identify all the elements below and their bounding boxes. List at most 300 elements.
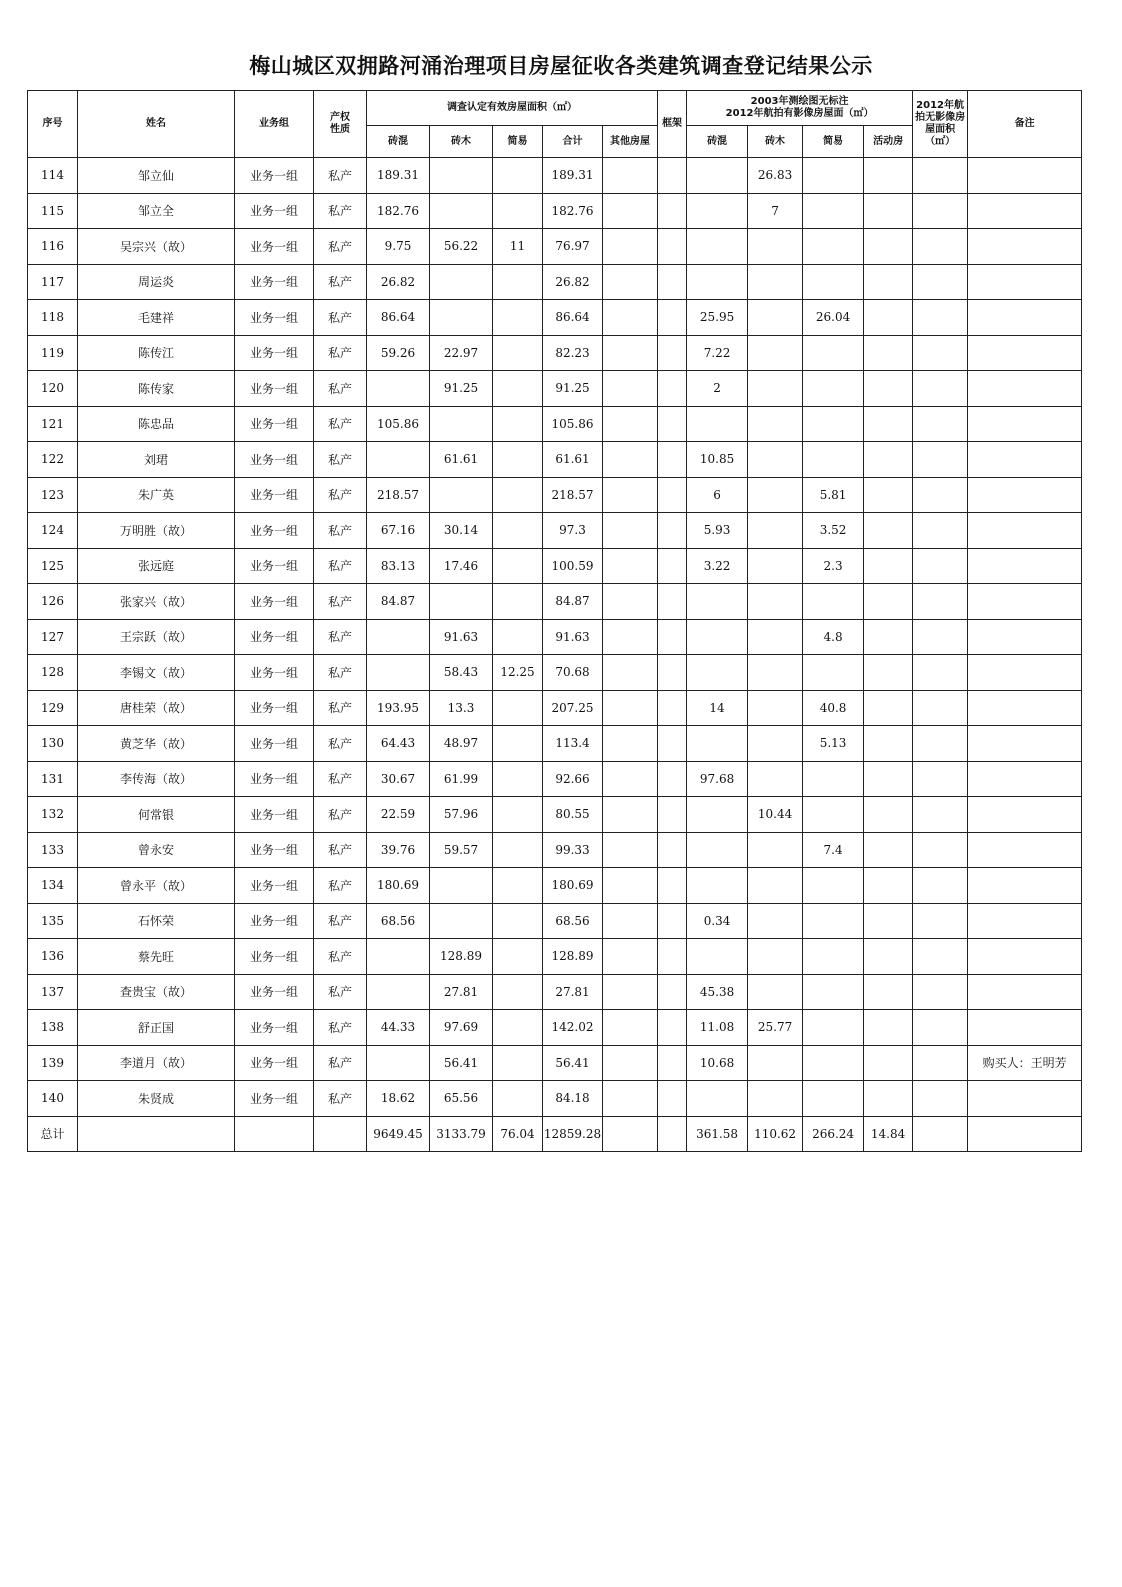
cell-brick-concrete [367,655,430,691]
cell-frame [658,193,687,229]
cell-map-simple: 5.13 [803,726,864,762]
header-map-brick-concrete: 砖混 [687,126,748,158]
cell-simple [493,442,543,478]
cell-property: 私产 [314,726,367,762]
cell-map-simple [803,371,864,407]
cell-frame [658,300,687,336]
cell-map-mobile [864,513,913,549]
cell-note [968,974,1082,1010]
cell-note [968,442,1082,478]
cell-aerial2012 [913,974,968,1010]
cell-map-brick-concrete: 10.85 [687,442,748,478]
cell-other [603,335,658,371]
cell-seq: 140 [28,1081,78,1117]
cell-simple [493,513,543,549]
cell-group: 业务一组 [235,371,314,407]
cell-brick-wood: 27.81 [430,974,493,1010]
cell-seq: 132 [28,797,78,833]
cell-frame [658,229,687,265]
cell-simple [493,371,543,407]
cell-property: 私产 [314,158,367,194]
cell-total: 99.33 [543,832,603,868]
cell-map-mobile [864,868,913,904]
cell-brick-concrete [367,619,430,655]
cell-seq: 129 [28,690,78,726]
cell-name: 毛建祥 [78,300,235,336]
cell-brick-concrete: 9.75 [367,229,430,265]
cell-total: 76.97 [543,229,603,265]
cell-note [968,406,1082,442]
cell-total: 86.64 [543,300,603,336]
cell-map-mobile [864,690,913,726]
cell-property: 私产 [314,690,367,726]
cell-property: 私产 [314,868,367,904]
cell-property: 私产 [314,1010,367,1046]
cell-map-simple [803,1081,864,1117]
cell-frame [658,832,687,868]
cell-map-brick-concrete [687,939,748,975]
cell-aerial2012 [913,797,968,833]
cell-map-brick-wood [748,264,803,300]
cell-map-simple [803,442,864,478]
table-row [28,868,1082,904]
cell-name: 陈传家 [78,371,235,407]
cell-frame [658,264,687,300]
header-map-simple: 简易 [803,126,864,158]
cell-map-simple [803,584,864,620]
cell-aerial2012 [913,690,968,726]
cell-map-brick-wood: 10.44 [748,797,803,833]
cell-brick-wood: 57.96 [430,797,493,833]
cell-property: 私产 [314,1045,367,1081]
cell-seq: 118 [28,300,78,336]
cell-brick-wood: 58.43 [430,655,493,691]
cell-brick-wood [430,477,493,513]
cell-other [603,974,658,1010]
cell-seq: 130 [28,726,78,762]
table-row [28,797,1082,833]
cell-map-brick-concrete: 25.95 [687,300,748,336]
cell-aerial2012 [913,868,968,904]
cell-total: 218.57 [543,477,603,513]
cell-map-brick-wood [748,584,803,620]
cell-map-brick-wood [748,1081,803,1117]
cell-simple [493,1010,543,1046]
cell-map-brick-concrete [687,619,748,655]
cell-map-brick-concrete [687,584,748,620]
cell-map-brick-wood [748,442,803,478]
cell-simple [493,939,543,975]
cell-brick-wood: 48.97 [430,726,493,762]
cell-name: 曾永安 [78,832,235,868]
table-row [28,371,1082,407]
cell-other [603,584,658,620]
cell-brick-wood: 30.14 [430,513,493,549]
cell-map-brick-wood [748,974,803,1010]
total-brick-concrete: 9649.45 [367,1116,430,1152]
cell-note [968,158,1082,194]
cell-other [603,797,658,833]
cell-total: 113.4 [543,726,603,762]
cell-brick-concrete: 182.76 [367,193,430,229]
cell-aerial2012 [913,1045,968,1081]
cell-map-brick-wood [748,903,803,939]
cell-aerial2012 [913,548,968,584]
cell-total: 91.63 [543,619,603,655]
cell-map-simple: 5.81 [803,477,864,513]
total-brick-wood: 3133.79 [430,1116,493,1152]
cell-frame [658,584,687,620]
cell-map-brick-wood [748,868,803,904]
cell-brick-wood [430,193,493,229]
header-group: 业务组 [235,91,314,158]
cell-simple: 11 [493,229,543,265]
cell-map-brick-wood [748,939,803,975]
cell-seq: 131 [28,761,78,797]
cell-map-brick-wood [748,726,803,762]
cell-property: 私产 [314,442,367,478]
cell-name: 吴宗兴（故） [78,229,235,265]
cell-seq: 138 [28,1010,78,1046]
cell-group: 业务一组 [235,903,314,939]
cell-frame [658,655,687,691]
cell-aerial2012 [913,939,968,975]
cell-map-brick-wood: 26.83 [748,158,803,194]
cell-simple [493,619,543,655]
header-map-mobile: 活动房 [864,126,913,158]
cell-brick-concrete: 84.87 [367,584,430,620]
cell-seq: 124 [28,513,78,549]
cell-name: 李道月（故） [78,1045,235,1081]
cell-note [968,264,1082,300]
cell-simple [493,193,543,229]
cell-note [968,1010,1082,1046]
cell-name: 张家兴（故） [78,584,235,620]
cell-brick-concrete: 39.76 [367,832,430,868]
cell-group: 业务一组 [235,193,314,229]
cell-map-mobile [864,584,913,620]
cell-other [603,406,658,442]
cell-seq: 119 [28,335,78,371]
cell-map-brick-wood [748,371,803,407]
cell-map-simple [803,264,864,300]
cell-map-simple: 40.8 [803,690,864,726]
cell-map-brick-concrete [687,193,748,229]
cell-map-mobile [864,193,913,229]
cell-brick-wood: 97.69 [430,1010,493,1046]
cell-brick-concrete: 67.16 [367,513,430,549]
cell-aerial2012 [913,584,968,620]
cell-frame [658,1045,687,1081]
cell-brick-wood: 65.56 [430,1081,493,1117]
cell-frame [658,371,687,407]
table-row [28,655,1082,691]
cell-map-mobile [864,939,913,975]
cell-brick-concrete [367,371,430,407]
cell-brick-concrete: 86.64 [367,300,430,336]
cell-group: 业务一组 [235,1081,314,1117]
cell-group: 业务一组 [235,726,314,762]
cell-map-brick-wood [748,761,803,797]
cell-brick-concrete: 64.43 [367,726,430,762]
cell-map-brick-wood [748,619,803,655]
cell-simple [493,584,543,620]
cell-property: 私产 [314,264,367,300]
cell-aerial2012 [913,761,968,797]
cell-brick-wood: 61.99 [430,761,493,797]
cell-other [603,1045,658,1081]
cell-map-mobile [864,442,913,478]
cell-seq: 126 [28,584,78,620]
cell-map-simple [803,655,864,691]
cell-map-brick-wood [748,300,803,336]
total-map-brick-concrete: 361.58 [687,1116,748,1152]
cell-total: 61.61 [543,442,603,478]
cell-name: 石怀荣 [78,903,235,939]
table-row [28,903,1082,939]
cell-brick-wood: 91.25 [430,371,493,407]
cell-brick-concrete [367,939,430,975]
cell-group: 业务一组 [235,229,314,265]
cell-map-brick-concrete [687,655,748,691]
cell-map-simple [803,193,864,229]
cell-total: 70.68 [543,655,603,691]
cell-other [603,690,658,726]
cell-aerial2012 [913,442,968,478]
cell-simple [493,690,543,726]
cell-frame [658,868,687,904]
cell-brick-concrete: 44.33 [367,1010,430,1046]
total-empty-cell [78,1116,235,1152]
table-row [28,726,1082,762]
cell-other [603,1010,658,1046]
cell-brick-concrete [367,442,430,478]
cell-seq: 127 [28,619,78,655]
page-title: 梅山城区双拥路河涌治理项目房屋征收各类建筑调查登记结果公示 [249,54,873,78]
cell-total: 27.81 [543,974,603,1010]
cell-name: 邹立仙 [78,158,235,194]
table-row [28,335,1082,371]
cell-total: 56.41 [543,1045,603,1081]
cell-aerial2012 [913,832,968,868]
cell-frame [658,974,687,1010]
cell-seq: 137 [28,974,78,1010]
cell-aerial2012 [913,300,968,336]
total-map-mobile: 14.84 [864,1116,913,1152]
cell-seq: 117 [28,264,78,300]
cell-group: 业务一组 [235,832,314,868]
table-row [28,761,1082,797]
cell-brick-wood [430,300,493,336]
cell-brick-concrete: 18.62 [367,1081,430,1117]
cell-total: 105.86 [543,406,603,442]
cell-map-brick-concrete [687,406,748,442]
cell-other [603,832,658,868]
cell-brick-wood [430,158,493,194]
cell-map-brick-wood [748,513,803,549]
cell-map-brick-wood: 25.77 [748,1010,803,1046]
cell-seq: 116 [28,229,78,265]
cell-note [968,761,1082,797]
cell-aerial2012 [913,371,968,407]
cell-brick-wood: 22.97 [430,335,493,371]
table-row [28,264,1082,300]
cell-map-brick-wood [748,229,803,265]
cell-map-brick-concrete: 6 [687,477,748,513]
header-survey-brick-concrete: 砖混 [367,126,430,158]
table-row [28,158,1082,194]
cell-seq: 139 [28,1045,78,1081]
total-aerial2012 [913,1116,968,1152]
cell-brick-wood [430,264,493,300]
cell-map-brick-concrete: 0.34 [687,903,748,939]
cell-brick-wood: 56.22 [430,229,493,265]
table-row [28,477,1082,513]
cell-simple: 12.25 [493,655,543,691]
cell-name: 蔡先旺 [78,939,235,975]
cell-map-brick-concrete [687,158,748,194]
cell-frame [658,1010,687,1046]
cell-map-mobile [864,655,913,691]
cell-total: 128.89 [543,939,603,975]
cell-map-brick-wood [748,690,803,726]
cell-seq: 120 [28,371,78,407]
cell-other [603,193,658,229]
cell-total: 91.25 [543,371,603,407]
total-frame [658,1116,687,1152]
cell-map-simple [803,406,864,442]
header-survey-total: 合计 [543,126,603,158]
header-survey-simple: 简易 [493,126,543,158]
cell-property: 私产 [314,1081,367,1117]
cell-simple [493,868,543,904]
cell-total: 180.69 [543,868,603,904]
cell-note [968,832,1082,868]
cell-brick-concrete: 189.31 [367,158,430,194]
cell-map-mobile [864,619,913,655]
cell-total: 82.23 [543,335,603,371]
cell-map-mobile [864,371,913,407]
cell-simple [493,548,543,584]
cell-seq: 114 [28,158,78,194]
cell-map-simple [803,797,864,833]
table-row [28,406,1082,442]
cell-property: 私产 [314,335,367,371]
cell-note [968,797,1082,833]
cell-map-simple [803,939,864,975]
cell-note [968,726,1082,762]
cell-property: 私产 [314,584,367,620]
cell-aerial2012 [913,513,968,549]
cell-other [603,939,658,975]
cell-total: 80.55 [543,797,603,833]
cell-note [968,371,1082,407]
cell-group: 业务一组 [235,1010,314,1046]
cell-other [603,655,658,691]
cell-simple [493,726,543,762]
cell-simple [493,264,543,300]
cell-property: 私产 [314,229,367,265]
cell-group: 业务一组 [235,619,314,655]
cell-name: 朱广英 [78,477,235,513]
cell-map-brick-wood [748,548,803,584]
cell-frame [658,939,687,975]
cell-seq: 125 [28,548,78,584]
cell-map-brick-wood: 7 [748,193,803,229]
cell-simple [493,974,543,1010]
cell-group: 业务一组 [235,477,314,513]
total-simple: 76.04 [493,1116,543,1152]
cell-total: 182.76 [543,193,603,229]
cell-property: 私产 [314,406,367,442]
cell-other [603,619,658,655]
cell-frame [658,406,687,442]
cell-brick-wood: 61.61 [430,442,493,478]
cell-seq: 122 [28,442,78,478]
cell-seq: 135 [28,903,78,939]
header-note: 备注 [968,91,1082,158]
cell-property: 私产 [314,513,367,549]
cell-brick-wood: 17.46 [430,548,493,584]
cell-brick-wood: 13.3 [430,690,493,726]
header-frame: 框架 [658,91,687,158]
table-row [28,229,1082,265]
cell-property: 私产 [314,619,367,655]
cell-property: 私产 [314,477,367,513]
cell-note [968,193,1082,229]
cell-note [968,939,1082,975]
cell-map-mobile [864,406,913,442]
cell-property: 私产 [314,939,367,975]
cell-map-brick-wood [748,406,803,442]
cell-seq: 121 [28,406,78,442]
cell-map-mobile [864,903,913,939]
cell-frame [658,1081,687,1117]
cell-map-simple [803,974,864,1010]
cell-brick-concrete: 68.56 [367,903,430,939]
cell-map-simple [803,335,864,371]
cell-note [968,903,1082,939]
cell-map-simple [803,761,864,797]
cell-map-brick-concrete [687,229,748,265]
cell-aerial2012 [913,335,968,371]
cell-simple [493,300,543,336]
cell-brick-concrete [367,1045,430,1081]
cell-map-mobile [864,974,913,1010]
cell-aerial2012 [913,619,968,655]
cell-other [603,300,658,336]
total-sum: 12859.28 [543,1116,603,1152]
cell-note: 购买人：王明芳 [968,1045,1082,1081]
cell-map-mobile [864,335,913,371]
cell-total: 189.31 [543,158,603,194]
cell-map-simple [803,229,864,265]
cell-name: 李锡文（故） [78,655,235,691]
cell-brick-wood: 59.57 [430,832,493,868]
header-aerial2012-text: 2012年航拍无影像房屋面积（㎡） [915,100,966,147]
cell-brick-wood: 128.89 [430,939,493,975]
cell-note [968,690,1082,726]
cell-brick-wood: 91.63 [430,619,493,655]
cell-other [603,442,658,478]
cell-property: 私产 [314,371,367,407]
cell-name: 唐桂荣（故） [78,690,235,726]
table-row [28,619,1082,655]
cell-other [603,264,658,300]
cell-brick-wood: 56.41 [430,1045,493,1081]
cell-property: 私产 [314,761,367,797]
cell-note [968,619,1082,655]
